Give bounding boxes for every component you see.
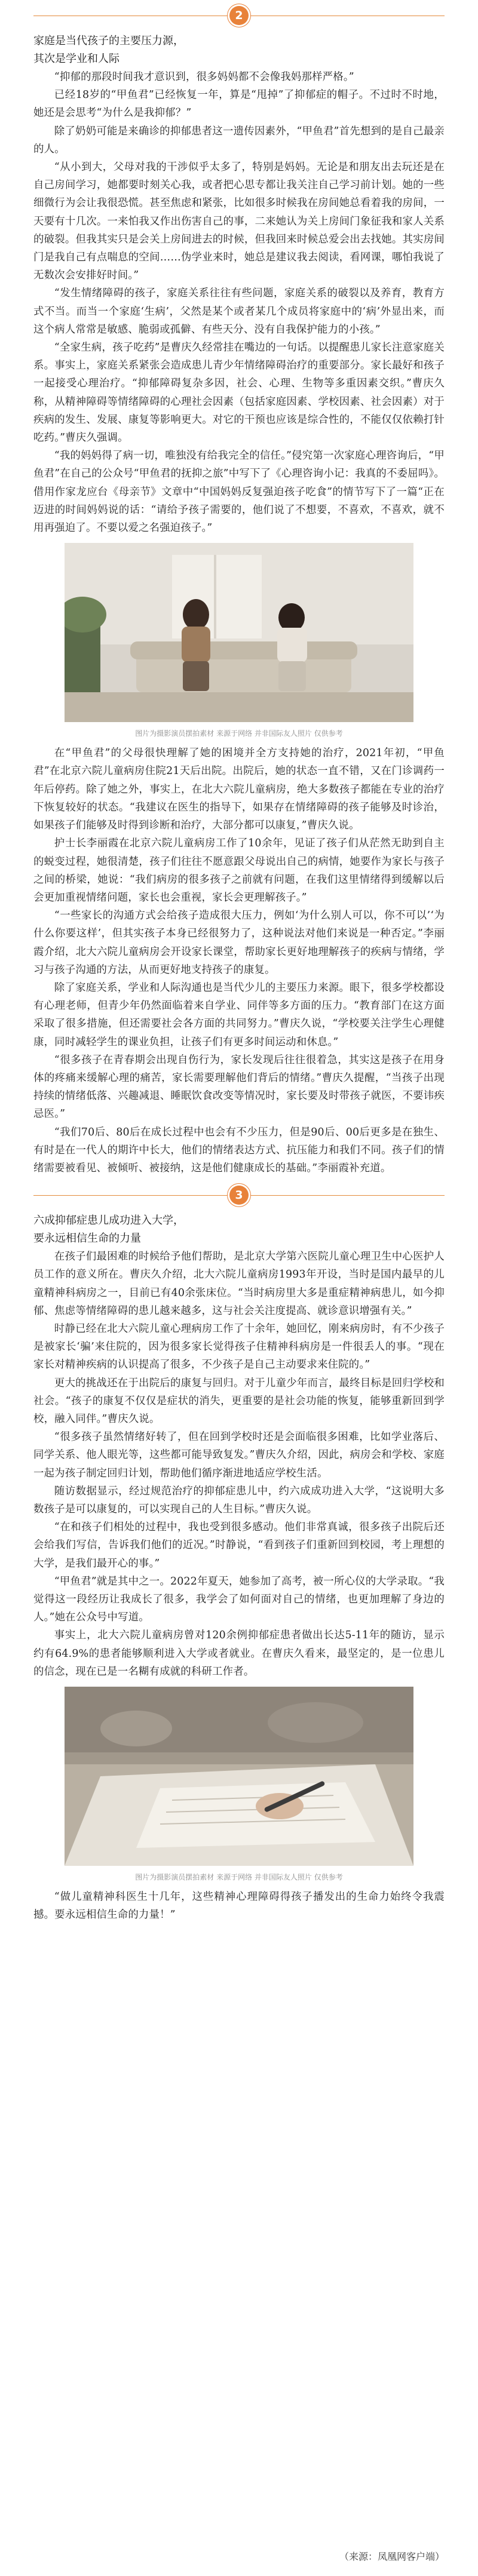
- paragraph: “我的妈妈得了病一切，唯独没有给我完全的信任。”侵究第一次家庭心理咨询后，“甲鱼君”在自己的公众号“甲鱼君的抚抑之旅”中写下了《心理咨询小记：我真的不委屈吗》。借用作家龙应台《母亲节》文章中“中国妈妈反复强迫孩子吃食”的情节写下了一篇“正在迈进的时间妈妈说的话：“请给予孩子需要的，他们说了不想要，不喜欢，不喜欢，就不用再强迫了。不要以爱之名强迫孩子。”: [33, 450, 445, 535]
- paragraph: “做儿童精神科医生十几年，这些精神心理障碍得孩子播发出的生命力始终令我震撼。要永远相信生命的力量！”: [33, 1891, 445, 1921]
- paragraph: 已经18岁的“甲鱼君”已经恢复一年，算是“甩掉”了抑郁症的帽子。不过时不时地，她还是会思考“为什么是我抑郁？”: [33, 89, 445, 119]
- paragraph: “全家生病，孩子吃药”是曹庆久经常挂在嘴边的一句话。以提醒患儿家长注意家庭关系。事实上，家庭关系紧张会造成患儿青少年情绪障碍治疗的重要部分。家长最好和孩子一起接受心理治疗。“抑郁障碍复杂多因，社会、心理、生物等多重因素交织。”曹庆久称，从精神障碍等情绪障碍的心理社会因素（包括家庭因素、学校因素、社会因素）对于疾病的发生、发展、康复等影响更大。对它的干预也应该是综合性的，不能仅仅依赖打针吃药。”曹庆久强调。: [33, 342, 445, 444]
- paragraph: 护士长李丽霞在北京六院儿童病房工作了10余年，见证了孩子们从茫然无助到自主的蜕变过程，她很清楚，孩子们往往不愿意跟父母说出自己的病情，她要作为家长与孩子之间的桥梁，她说：“我们病房的很多孩子之前就有问题，在我们这里情绪得到缓解以后会更加重视情绪问题，家长也会重视，家长会更理解孩子。”: [33, 837, 445, 904]
- section-3-header: [33, 1183, 445, 1208]
- photo-figure-2: [65, 1687, 413, 1882]
- section-2-subhead-line1: 家庭是当代孩子的主要压力源，: [33, 35, 184, 47]
- paragraph: “我们70后、80后在成长过程中也会有不少压力，但是90后、00后更多是在独生、有时是在一代人的期许中长大，他们的情绪表达方式、抗压能力和我们不同。孩子们的情绪需要被看见、被倾听、被接纳，这是他们健康成长的基础。”李丽霞补充道。: [33, 1126, 445, 1174]
- section-2-header: [33, 4, 445, 29]
- photo-caption: 图片为摄影演员摆拍素材 来源于网络 并非国际友人照片 仅供参考: [135, 729, 343, 738]
- paragraph: “抑郁的那段时间我才意识到，很多妈妈都不会像我妈那样严格。”: [54, 71, 354, 83]
- paragraph: “很多孩子虽然情绪好转了，但在回到学校时还是会面临很多困难，比如学业落后、同学关系、他人眼光等，这些都可能导致复发。”曹庆久介绍，因此，病房会和学校、家庭一起为孩子制定回归计划，帮助他们循序渐进地适应学校生活。: [33, 1431, 445, 1479]
- photo-caption: 图片为摄影演员摆拍素材 来源于网络 并非国际友人照片 仅供参考: [135, 1873, 343, 1882]
- photo-figure-1: [65, 543, 413, 738]
- section-number-badge: 2: [229, 6, 249, 25]
- paragraph: “很多孩子在青春期会出现自伤行为，家长发现后往往很着急，其实这是孩子在用身体的疼痛来缓解心理的痛苦，家长需要理解他们背后的情绪。”曹庆久提醒，“当孩子出现持续的情绪低落、兴趣减退、睡眠饮食改变等情况时，家长要及时带孩子就医，不要讳疾忌医。”: [33, 1054, 445, 1120]
- photo-illustration: [65, 543, 413, 722]
- section-2-subhead-line2: 其次是学业和人际: [33, 53, 120, 65]
- photo-exam-desk: [65, 1687, 413, 1868]
- paragraph: 随访数据显示，经过规范治疗的抑郁症患儿中，约六成成功进入大学，“这说明大多数孩子是可以康复的，可以实现自己的人生目标。”曹庆久说。: [33, 1485, 445, 1515]
- paragraph: 更大的挑战还在于出院后的康复与回归。对于儿童少年而言，最终目标是回归学校和社会。“孩子的康复不仅仅是症状的消失，更重要的是社会功能的恢复，能够重新回到学校，融入同伴。”曹庆久说。: [33, 1377, 445, 1425]
- paragraph: 在孩子们最困难的时候给予他们帮助，是北京大学第六医院儿童心理卫生中心医护人员工作的意义所在。曹庆久介绍，北大六院儿童病房1993年开设，当时是国内最早的儿童精神科病房之一，目前已有40余张床位。“当时病房里大多是重症精神病患儿，如今抑郁、焦虑等情绪障碍的患儿越来越多，这与社会关注度提高、就诊意识增强有关。”: [33, 1251, 445, 1317]
- paragraph: “发生情绪障碍的孩子，家庭关系往往有些问题，家庭关系的破裂以及养育，教育方式不当。而当一个家庭‘生病’，父然是某个或者某几个成员将家庭中的‘病’外显出来，而这个病人常常是敏感、脆弱或孤僻、有些天分、没有自我保护能力的小孩。”: [33, 287, 445, 336]
- photo-illustration: [65, 1687, 413, 1866]
- section-3-subhead-line1: 六成抑郁症患儿成功进入大学，: [33, 1214, 184, 1227]
- paragraph: “从小到大，父母对我的干涉似乎太多了，特别是妈妈。无论是和朋友出去玩还是在自己房间学习，她都要时刻关心我，或者把心思专都让我关注自己学习前计划。她的一些细微行为会让我很恐慌。甚至焦虑和紧张，比如很多时候我在房间她总看着我的房间，一天要有十几次。一来怕我又作出伤害自己的事，二来她认为关上房间门象征我和家人关系的破裂。但我其实只是会关上房间进去的时候，但我回来时候总爱会出去找她。其实房间门是我自己有点喘息的空间……伪学业来时，她总是建议我去阅读，看网课，哪怕我说了无数次会安排好时间。”: [33, 161, 445, 282]
- article-source: （来源：凤凰网客户端）: [339, 2551, 445, 2562]
- paragraph: 除了家庭关系，学业和人际沟通也是当代少儿的主要压力来源。眼下，很多学校都设有心理老师，但青少年仍然面临着来自学业、同伴等多方面的压力。“教育部门在这方面采取了很多措施，但还需要社会各方面的共同努力。”曹庆久说，“学校要关注学生心理健康，同时减轻学生的课业负担，让孩子们有更多时间运动和休息。”: [33, 981, 445, 1048]
- photo-mother-daughter-sofa: [65, 543, 413, 724]
- paragraph: “甲鱼君”就是其中之一。2022年夏天，她参加了高考，被一所心仪的大学录取。“我觉得这一段经历让我成长了很多，我学会了如何面对自己的情绪，也更加理解了身边的人。”她在公众号中写道。: [33, 1575, 445, 1624]
- section-3-subhead-line2: 要永远相信生命的力量: [33, 1232, 141, 1245]
- section-number-badge: 3: [229, 1186, 249, 1205]
- paragraph: 时静已经在北大六院儿童心理病房工作了十余年，她回忆，刚来病房时，有不少孩子是被家长‘骗’来住院的，因为很多家长觉得孩子住精神科病房是一件很丢人的事。“现在家长对精神疾病的认识提高了很多，不少孩子是自己主动要求来住院的。”: [33, 1322, 445, 1371]
- article-page: [0, 4, 478, 2576]
- paragraph: 在“甲鱼君”的父母很快理解了她的困境并全方支持她的治疗，2021年初，“甲鱼君”在北京六院儿童病房住院21天后出院。出院后，她的状态一直不错，又在门诊调药一年后停药。除了她之外，事实上，在北大六院儿童病房，绝大多数孩子都能在专业的治疗下恢复较好的状态。“我建议在医生的指导下，如果存在情绪障碍的孩子能够及时诊治，如果孩子们能够及时得到诊断和治疗，大部分都可以康复，”曹庆久说。: [33, 747, 445, 832]
- paragraph: 事实上，北大六院儿童病房曾对120余例抑郁症患者做出长达5-11年的随访，显示约有64.9%的患者能够顺利进入大学或者就业。在曹庆久看来，最坚定的，是一位患儿的信念，现在已是一名糊有成就的科研工作者。: [33, 1629, 445, 1678]
- paragraph: 除了奶奶可能是来确诊的抑郁患者这一遗传因素外，“甲鱼君”首先想到的是自己最亲的人。: [33, 125, 445, 155]
- paragraph: “一些家长的沟通方式会给孩子造成很大压力，例如‘为什么别人可以，你不可以’‘为什么你要这样’，但其实孩子本身已经很努力了，这种说法对他们来说是一种否定。”李丽霞介绍，北大六院儿童病房会开设家长课堂，帮助家长更好地理解孩子的疾病与情绪，学习与孩子沟通的方法，从而更好地支持孩子的康复。: [33, 910, 445, 976]
- paragraph: “在和孩子们相处的过程中，我也受到很多感动。他们非常真诚，很多孩子出院后还会给我们写信，告诉我们他们的近况。”时静说，“看到孩子们重新回到校园，考上理想的大学，是我们最开心的事。”: [33, 1521, 445, 1570]
